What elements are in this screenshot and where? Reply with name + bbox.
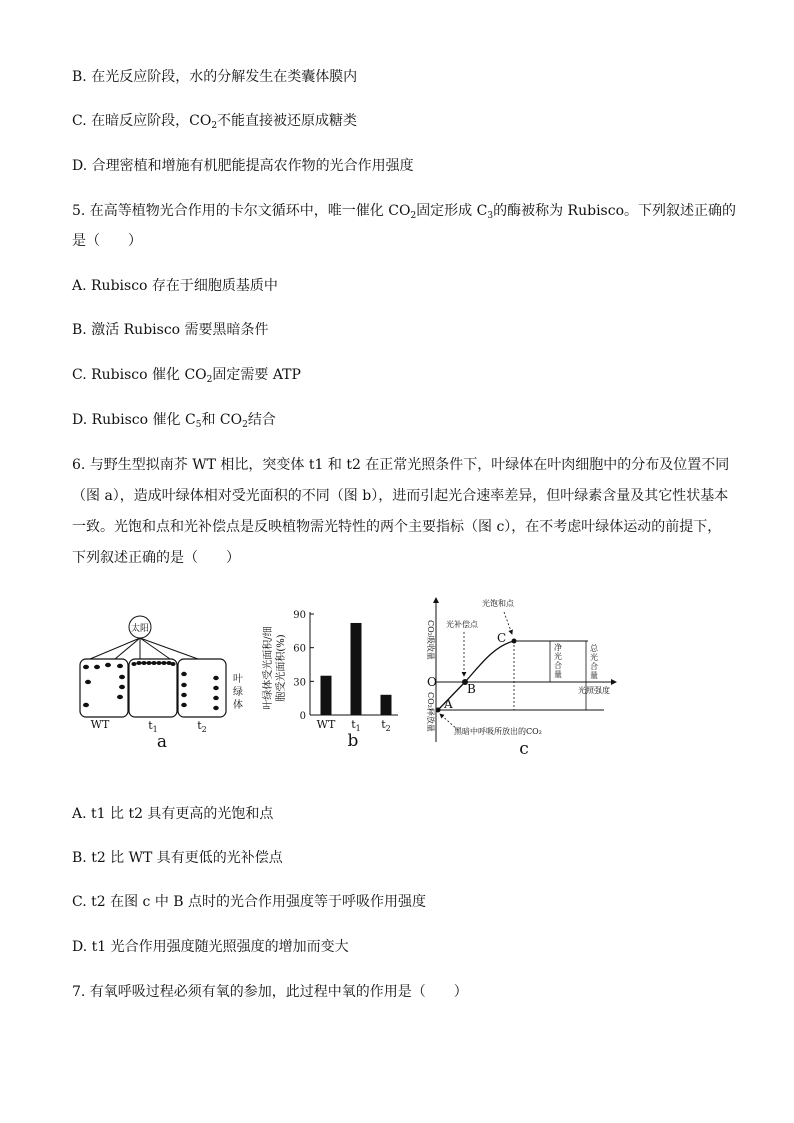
chloroplast-label-2: 绿 bbox=[233, 687, 243, 698]
cell-label-t1: $t_1$ bbox=[148, 719, 158, 734]
q6-option-a[interactable]: A. t1 比 t2 具有更高的光饱和点 bbox=[72, 806, 274, 822]
q6-option-b[interactable]: B. t2 比 WT 具有更低的光补偿点 bbox=[72, 850, 283, 866]
cell-label-wt: WT bbox=[90, 718, 110, 731]
y-axis-label-line1: 叶绿体受光面积/细 bbox=[263, 626, 274, 710]
q5-option-b[interactable]: B. 激活 Rubisco 需要黑暗条件 bbox=[72, 322, 269, 338]
bar-t1 bbox=[351, 623, 362, 715]
x-tick-label-t1: $t_1$ bbox=[351, 718, 361, 733]
total-label-3: 合 bbox=[590, 662, 598, 671]
figure-b bbox=[258, 600, 408, 755]
net-label-2: 光 bbox=[554, 652, 562, 661]
cell-t1 bbox=[129, 659, 177, 717]
total-label-1: 总 bbox=[590, 644, 598, 653]
compensation-label: 光补偿点 bbox=[446, 620, 478, 629]
figure-a bbox=[70, 615, 250, 755]
q6-option-c[interactable]: C. t2 在图 c 中 B 点时的光合作用强度等于呼吸作用强度 bbox=[72, 894, 427, 910]
y-tick-label: 30 bbox=[293, 677, 306, 689]
sun-icon bbox=[90, 616, 198, 659]
option-d-prev: D. 合理密植和增施有机肥能提高农作物的光合作用强度 bbox=[72, 158, 414, 174]
q5-option-c[interactable]: C. Rubisco 催化 $CO_2$固定需要 ATP bbox=[72, 367, 301, 385]
q6-stem-line4: 下列叙述正确的是（ ） bbox=[72, 550, 240, 566]
c-y-bottom-label: CO₂释放量 bbox=[426, 692, 435, 732]
panel-label-a: a bbox=[156, 732, 168, 752]
q6-stem-line1: 6. 与野生型拟南芥 WT 相比，突变体 t1 和 t2 在正常光照条件下，叶绿体在叶肉细胞中的分布及位置不同 bbox=[72, 457, 730, 473]
dark-respiration-label: 黑暗中呼吸所放出的CO₂ bbox=[454, 727, 542, 736]
cell-label-t2: $t_2$ bbox=[197, 719, 207, 734]
q5-option-a[interactable]: A. Rubisco 存在于细胞质基质中 bbox=[72, 278, 278, 294]
panel-label-c: c bbox=[519, 739, 529, 757]
option-c-prev: C. 在暗反应阶段，$CO_2$不能直接被还原成糖类 bbox=[72, 113, 358, 131]
label-c: C bbox=[497, 631, 507, 645]
chloroplast-label-3: 体 bbox=[233, 700, 243, 711]
bar-t2 bbox=[381, 695, 392, 715]
figure-c bbox=[418, 592, 624, 757]
saturation-label: 光饱和点 bbox=[482, 599, 514, 608]
x-tick-label-wt: WT bbox=[316, 718, 336, 731]
y-tick-label: 60 bbox=[293, 643, 306, 655]
q5-option-d[interactable]: D. Rubisco 催化 $C_5$和 $CO_2$结合 bbox=[72, 412, 276, 430]
q7-stem: 7. 有氧呼吸过程必须有氧的参加，此过程中氧的作用是（ ） bbox=[72, 984, 468, 1000]
net-label-1: 净 bbox=[554, 643, 562, 652]
cell-t2 bbox=[178, 659, 226, 717]
y-tick-label: 0 bbox=[299, 711, 306, 722]
q5-stem-line1: 5. 在高等植物光合作用的卡尔文循环中，唯一催化 $CO_2$固定形成 $C_3$的酶被称为 Rubisco。下列叙述正确的 bbox=[72, 203, 736, 221]
label-b: B bbox=[467, 682, 476, 696]
x-tick-label-t2: $t_2$ bbox=[381, 718, 391, 733]
q5-stem-line2: 是（ ） bbox=[72, 233, 142, 249]
bar-wt bbox=[321, 676, 332, 715]
label-a: A bbox=[444, 697, 453, 711]
net-label-4: 量 bbox=[554, 670, 562, 679]
sun-label: 太阳 bbox=[130, 624, 150, 634]
c-y-top-label: CO₂吸收量 bbox=[426, 620, 435, 660]
chloroplast-label-1: 叶 bbox=[233, 674, 243, 685]
q6-stem-line2: （图 a），造成叶绿体相对受光面积的不同（图 b），进而引起光合速率差异，但叶绿素含量及其它性状基本 bbox=[72, 488, 729, 504]
q6-stem-line3: 一致。光饱和点和光补偿点是反映植物需光特性的两个主要指标（图 c），在不考虑叶绿体运动的前提下， bbox=[72, 519, 722, 535]
c-origin: O bbox=[427, 675, 437, 689]
y-axis-label-line2: 胞受光面积(%) bbox=[276, 634, 287, 702]
total-label-4: 量 bbox=[590, 671, 598, 680]
point-a bbox=[436, 708, 441, 713]
option-b-prev: B. 在光反应阶段，水的分解发生在类囊体膜内 bbox=[72, 69, 358, 85]
panel-label-b: b bbox=[347, 731, 359, 751]
c-x-label: 光照强度 bbox=[578, 686, 610, 695]
q6-option-d[interactable]: D. t1 光合作用强度随光照强度的增加而变大 bbox=[72, 939, 349, 955]
net-label-3: 合 bbox=[554, 661, 562, 670]
total-label-2: 光 bbox=[590, 653, 598, 662]
y-tick-label: 90 bbox=[293, 610, 306, 621]
